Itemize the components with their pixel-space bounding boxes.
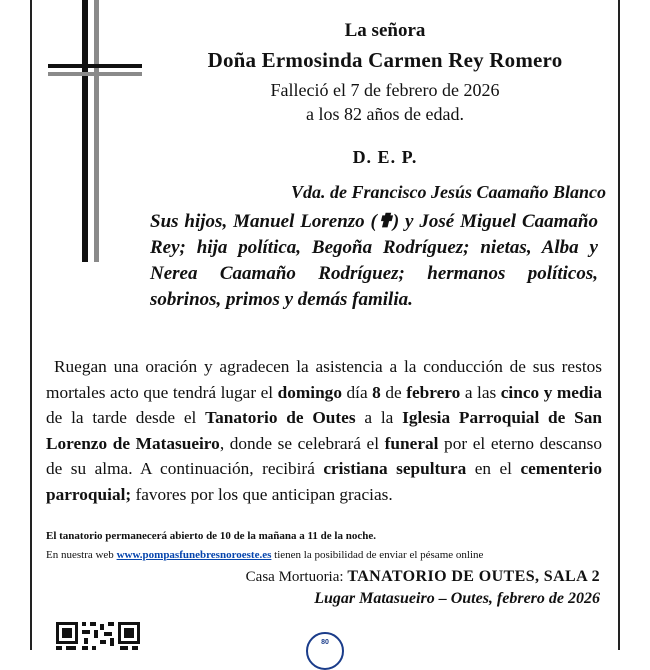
opening-hours-note: El tanatorio permanecerá abierto de 10 de la mañana a 11 de la noche. <box>46 530 376 542</box>
mortuary-label: Casa Mortuoria: <box>245 569 348 585</box>
announcement-paragraph: Ruegan una oración y agradecen la asistencia a la conducción de sus restos mortales acto que tendrá lugar el domingo día 8 de febrero a las cinco y media de la tarde desde el Tanatorio de Outes a la Iglesia Parroquial de San Lorenzo de Matasueiro, donde se celebrará el funeral por el eterno descanso de su alma. A continuación, recibirá cristiana sepultura en el cementerio parroquial; favores por los que anticipan gracias. <box>46 357 603 504</box>
widow-line: Vda. de Francisco Jesús Caamaño Blanco <box>290 182 606 202</box>
deceased-name: Doña Ermosinda Carmen Rey Romero <box>207 48 563 72</box>
mortuary-line <box>150 568 600 586</box>
mortuary-value: TANATORIO DE OUTES, SALA 2 <box>347 568 600 585</box>
family-paragraph: Sus hijos, Manuel Lorenzo (✟) y José Miguel Caamaño Rey; hija política, Begoña Rodríguez; nietas, Alba y Nerea Caamaño Rodríguez; hermanos políticos, sobrinos, primos y demás familia. <box>150 211 598 310</box>
company-logo-icon: 80 <box>306 632 344 670</box>
age-line: a los 82 años de edad. <box>306 104 464 124</box>
left-border-line <box>30 0 32 650</box>
death-date-line: Falleció el 7 de febrero de 2026 <box>270 80 500 100</box>
qr-code-icon[interactable] <box>56 620 142 650</box>
dep-line: D. E. P. <box>352 147 418 167</box>
web-condolence-note: En nuestra web www.pompasfunebresnoroeste.es tienen la posibilidad de enviar el pésame online <box>46 549 484 561</box>
deceased-cross-icon: ✟ <box>376 211 393 232</box>
website-link[interactable]: www.pompasfunebresnoroeste.es <box>116 549 272 561</box>
place-date-line: Lugar Matasueiro – Outes, febrero de 2026 <box>314 590 600 607</box>
honorific: La señora <box>344 20 426 41</box>
